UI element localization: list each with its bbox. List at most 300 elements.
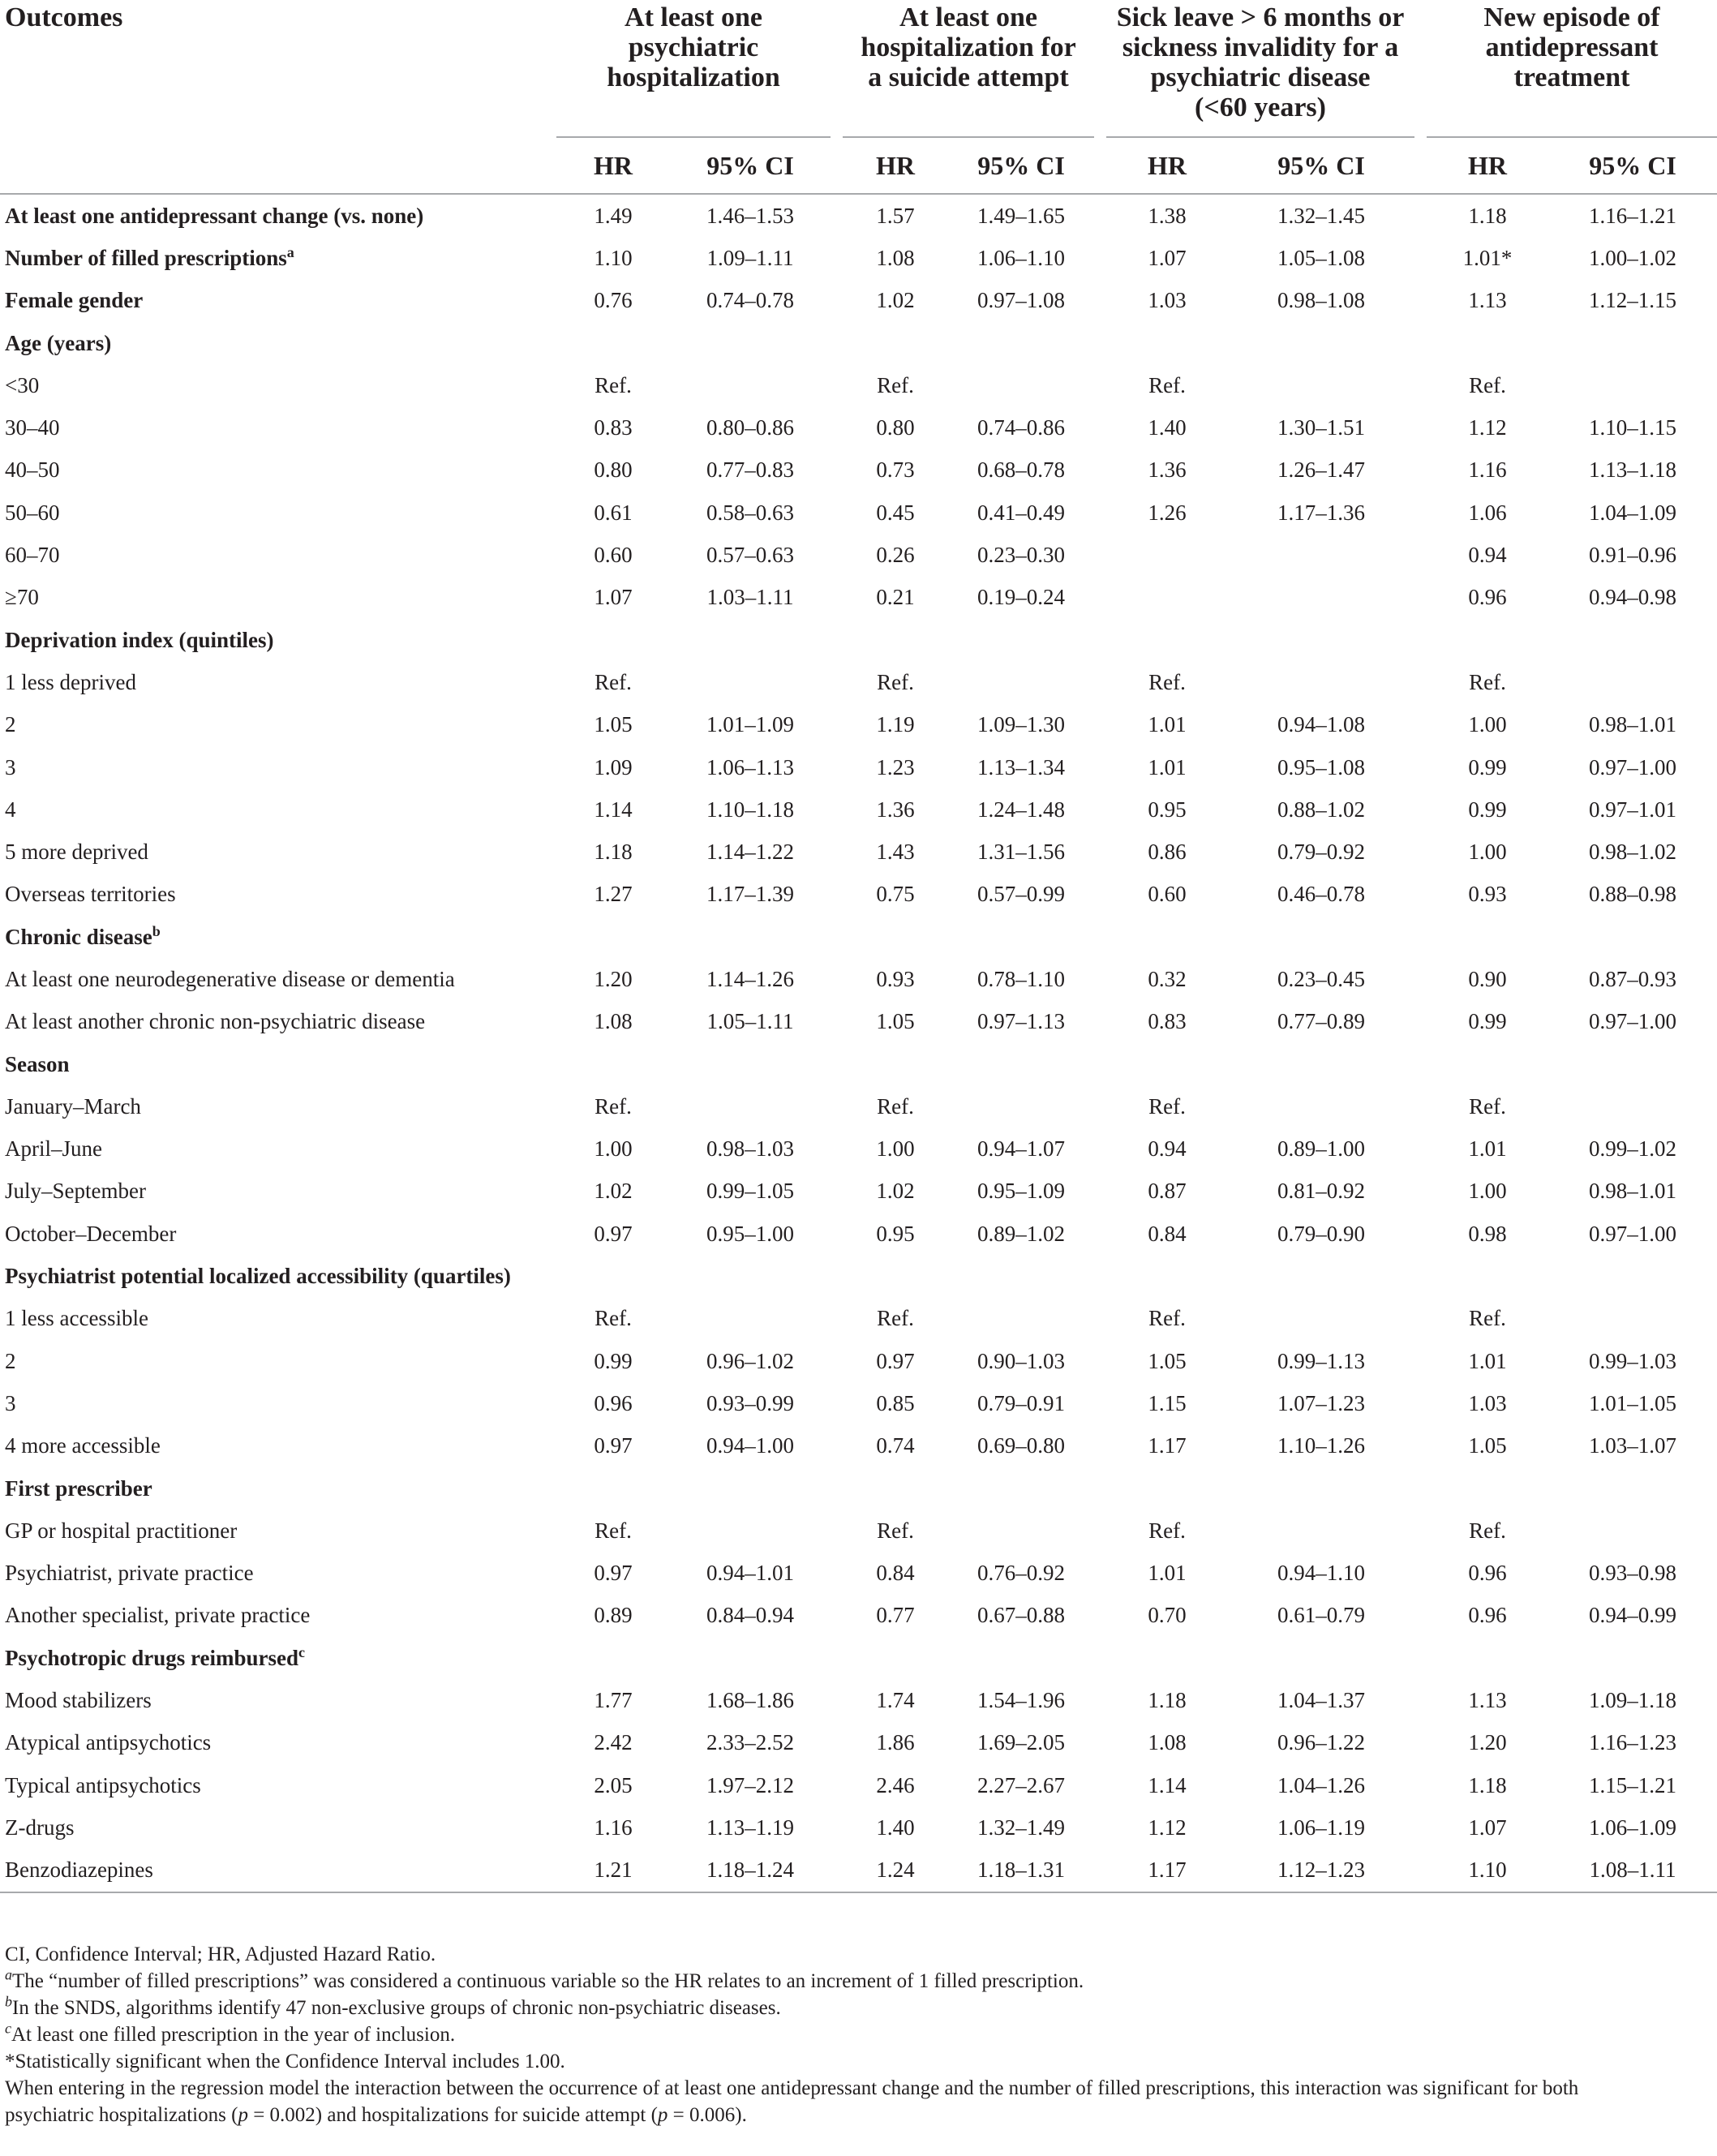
hr-cell: Ref. [877, 1093, 914, 1119]
ci-cell [1548, 364, 1717, 406]
hr-cell: 1.05 [1468, 1433, 1507, 1458]
ci-cell: 0.74–0.86 [977, 415, 1066, 440]
ci-cell [670, 661, 831, 703]
hr-cell: 0.96 [1468, 585, 1507, 610]
ci-cell [948, 916, 1094, 958]
ci-cell: 0.99–1.05 [706, 1179, 794, 1204]
row-label: Psychiatrist potential localized accessibility (quartiles) [5, 1264, 511, 1289]
ci-cell: 0.76–0.92 [977, 1561, 1066, 1586]
row-label: At least one antidepressant change (vs. none) [0, 194, 556, 237]
table-row [0, 1170, 1717, 1213]
table-row [0, 1298, 1717, 1340]
hr-header: HR [1427, 137, 1548, 194]
outcomes-header: Outcomes [5, 2, 123, 32]
hr-cell: 0.76 [594, 288, 633, 313]
table-row [0, 1764, 1717, 1806]
group-header-new-antidepressant-episode: New episode of antidepressant treatment [1483, 2, 1660, 92]
footnote-c: $^c$At least one filled prescription in the year of inclusion. [5, 2020, 456, 2046]
footnote-abbreviations: CI, Confidence Interval; HR, Adjusted Hazard Ratio. [5, 1943, 436, 1965]
hr-cell: 1.15 [1148, 1390, 1187, 1415]
hr-cell: 1.01 [1468, 1348, 1507, 1373]
row-label: 1 less accessible [5, 1306, 148, 1331]
row-label: April–June [5, 1136, 102, 1162]
hr-cell [1427, 1467, 1548, 1510]
hr-cell: 1.86 [876, 1730, 915, 1755]
row-label: 5 more deprived [5, 840, 148, 865]
row-label: Z-drugs [5, 1815, 75, 1840]
ci-cell: 1.09–1.18 [1589, 1688, 1677, 1713]
ci-cell: 0.57–0.63 [706, 543, 794, 568]
row-label: 1 less deprived [5, 669, 136, 694]
ci-cell: 0.80–0.86 [706, 415, 794, 440]
hr-cell: 0.70 [1148, 1603, 1187, 1628]
hr-cell: 0.95 [1148, 797, 1187, 822]
hr-cell: 1.43 [876, 840, 915, 865]
hr-cell: 1.12 [1148, 1815, 1187, 1840]
footnote-b: $^b$In the SNDS, algorithms identify 47 non-exclusive groups of chronic non-psychiatric diseases. [5, 1993, 781, 2019]
hr-cell: 0.96 [1468, 1603, 1507, 1628]
ci-cell: 1.07–1.23 [1277, 1390, 1366, 1415]
ci-cell: 0.98–1.03 [706, 1136, 794, 1162]
row-label: Overseas territories [5, 882, 176, 907]
ci-cell: 0.23–0.30 [977, 543, 1066, 568]
ci-cell [1228, 534, 1414, 576]
ci-cell: 1.06–1.19 [1277, 1815, 1366, 1840]
ci-cell: 0.95–1.09 [977, 1179, 1066, 1204]
hr-cell: 1.18 [1427, 194, 1548, 237]
ci-cell [1548, 1085, 1717, 1127]
hr-cell: Ref. [1148, 1093, 1186, 1119]
row-label: Typical antipsychotics [5, 1772, 201, 1797]
ci-cell [948, 1085, 1094, 1127]
hr-cell: 1.03 [1468, 1390, 1507, 1415]
ci-cell: 2.27–2.67 [977, 1772, 1066, 1797]
ci-cell: 1.04–1.26 [1277, 1772, 1366, 1797]
hr-cell: 0.60 [1148, 882, 1187, 907]
hr-cell: 0.83 [1148, 1009, 1187, 1034]
hr-cell: 1.05 [594, 712, 633, 737]
ci-cell: 0.90–1.03 [977, 1348, 1066, 1373]
row-label: 4 more accessible [5, 1433, 161, 1458]
hr-cell: 1.00 [876, 1136, 915, 1162]
group-header-row [0, 0, 1717, 137]
row-label: First prescriber [5, 1475, 152, 1501]
row-label: <30 [5, 372, 40, 397]
hr-cell: 0.73 [876, 457, 915, 483]
hr-cell: 0.98 [1468, 1221, 1507, 1246]
table-row [0, 1340, 1717, 1382]
hr-cell: 0.96 [594, 1390, 633, 1415]
table-row [0, 831, 1717, 873]
hr-cell: 1.00 [1468, 840, 1507, 865]
hr-cell: 1.36 [876, 797, 915, 822]
ci-cell: 1.17–1.36 [1277, 500, 1366, 525]
table-row [0, 237, 1717, 279]
hr-cell [843, 916, 948, 958]
ci-cell: 1.09–1.30 [977, 712, 1066, 737]
ci-cell [670, 1467, 831, 1510]
ci-cell [1228, 1510, 1414, 1552]
ci-cell: 0.78–1.10 [977, 966, 1066, 991]
ci-cell: 0.74–0.78 [706, 288, 794, 313]
hr-cell: 1.13 [1468, 1688, 1507, 1713]
hr-cell: 1.21 [556, 1849, 670, 1892]
ci-cell: 1.01–1.09 [706, 712, 794, 737]
hr-cell: 1.16 [1468, 457, 1507, 483]
ci-cell: 0.99–1.03 [1589, 1348, 1677, 1373]
ci-cell: 0.79–0.90 [1277, 1221, 1366, 1246]
hr-cell: 1.02 [876, 288, 915, 313]
table-row [0, 1382, 1717, 1424]
hr-cell: 1.18 [594, 840, 633, 865]
hr-cell: 1.26 [1148, 500, 1187, 525]
hr-cell: Ref. [1148, 1518, 1186, 1543]
ci-cell: 1.24–1.48 [977, 797, 1066, 822]
ci-cell: 0.94–1.07 [977, 1136, 1066, 1162]
ci-cell: 1.69–2.05 [977, 1730, 1066, 1755]
row-label: Psychotropic drugs reimbursed$^c$ [5, 1643, 306, 1670]
hr-cell: 1.01 [1468, 1136, 1507, 1162]
ci-cell [948, 619, 1094, 661]
group-header-psychiatric-hospitalization: At least one psychiatric hospitalization [607, 2, 780, 92]
subheader-row [0, 137, 1717, 194]
row-label: January–March [5, 1093, 141, 1119]
hr-cell: 1.13 [1468, 288, 1507, 313]
ci-cell: 0.77–0.89 [1277, 1009, 1366, 1034]
ci-cell: 1.54–1.96 [977, 1688, 1066, 1713]
hr-cell [1427, 619, 1548, 661]
table-row [0, 1085, 1717, 1127]
hr-cell: 1.14 [1148, 1772, 1187, 1797]
hr-cell: 1.01 [1148, 754, 1187, 780]
hr-cell: Ref. [1469, 669, 1506, 694]
hr-cell: 0.90 [1468, 966, 1507, 991]
hr-cell: 1.02 [594, 1179, 633, 1204]
row-label: Season [5, 1051, 70, 1076]
table-row [0, 746, 1717, 788]
table-row [0, 492, 1717, 534]
ci-cell: 0.88–1.02 [1277, 797, 1366, 822]
ci-cell: 0.87–0.93 [1589, 966, 1677, 991]
row-label: ≥70 [5, 585, 39, 610]
ci-cell: 0.89–1.02 [977, 1221, 1066, 1246]
ci-cell [670, 916, 831, 958]
hr-cell: Ref. [1469, 1093, 1506, 1119]
ci-cell: 0.79–0.91 [977, 1390, 1066, 1415]
ci-cell [1548, 1510, 1717, 1552]
row-label: Another specialist, private practice [5, 1603, 311, 1628]
table-row [0, 1213, 1717, 1255]
ci-cell: 0.89–1.00 [1277, 1136, 1366, 1162]
hr-cell: 1.08 [1148, 1730, 1187, 1755]
ci-cell [1228, 577, 1414, 619]
ci-cell: 1.12–1.23 [1228, 1849, 1414, 1892]
table-body [0, 194, 1717, 1892]
ci-cell [1548, 916, 1717, 958]
ci-cell: 1.32–1.49 [977, 1815, 1066, 1840]
hr-cell: 0.74 [876, 1433, 915, 1458]
ci-cell: 0.95–1.08 [1277, 754, 1366, 780]
hr-cell: 0.96 [1468, 1561, 1507, 1586]
hr-cell: 1.00 [594, 1136, 633, 1162]
hr-cell: 0.93 [876, 966, 915, 991]
ci-cell: 1.00–1.02 [1589, 245, 1677, 270]
hr-cell: 0.45 [876, 500, 915, 525]
hr-cell: 1.27 [594, 882, 633, 907]
hr-cell [556, 1467, 670, 1510]
hr-cell [843, 1043, 948, 1085]
table-row [0, 577, 1717, 619]
hr-cell [556, 916, 670, 958]
ci-cell [670, 1085, 831, 1127]
hr-cell: 0.97 [876, 1348, 915, 1373]
row-label: Psychiatrist, private practice [5, 1561, 254, 1586]
hr-cell: 1.16 [594, 1815, 633, 1840]
ci-header: 95% CI [948, 137, 1094, 194]
hr-cell: 1.07 [1468, 1815, 1507, 1840]
ci-cell [670, 619, 831, 661]
row-label: 50–60 [5, 500, 60, 525]
footnote-a: $^a$The “number of filled prescriptions” was considered a continuous variable so the HR relates to an increment of 1 filled prescription. [5, 1966, 1084, 1992]
hr-cell: Ref. [877, 669, 914, 694]
ci-cell: 0.94–1.08 [1277, 712, 1366, 737]
row-label: At least another chronic non-psychiatric disease [5, 1009, 426, 1034]
hr-cell: 0.77 [876, 1603, 915, 1628]
ci-cell: 0.99–1.13 [1277, 1348, 1366, 1373]
ci-cell [948, 1298, 1094, 1340]
footnote-interaction: When entering in the regression model the interaction between the occurrence of at least one antidepressant change and the number of filled prescriptions, this interaction was significant for both psychiatric hospitalizations (p = 0.002) and hospitalizations for suicide attempt (p = 0.006). [5, 2077, 1579, 2126]
ci-cell [948, 322, 1094, 364]
hr-cell [1427, 322, 1548, 364]
footnote-star: *Statistically significant when the Confidence Interval includes 1.00. [5, 2051, 565, 2072]
row-label: 2 [5, 712, 16, 737]
ci-cell: 1.04–1.09 [1589, 500, 1677, 525]
hr-cell: 0.94 [1148, 1136, 1187, 1162]
hr-cell: 1.20 [594, 966, 633, 991]
hr-cell: 0.97 [594, 1433, 633, 1458]
hr-cell: 1.12 [1468, 415, 1507, 440]
row-label: Chronic disease$^b$ [5, 922, 161, 949]
hr-cell: Ref. [1148, 1306, 1186, 1331]
ci-cell: 1.32–1.45 [1228, 194, 1414, 237]
group-header-sick-leave: Sick leave > 6 months or sickness invalidity for a psychiatric disease (<60 years) [1116, 2, 1405, 122]
table-row [0, 280, 1717, 322]
table-row [0, 406, 1717, 449]
hr-cell: Ref. [877, 1518, 914, 1543]
hr-cell: 0.99 [1468, 797, 1507, 822]
table-row [0, 194, 1717, 237]
ci-header: 95% CI [670, 137, 831, 194]
hr-cell [1427, 1043, 1548, 1085]
row-label: Mood stabilizers [5, 1688, 152, 1713]
ci-cell [670, 322, 831, 364]
hr-cell: 0.32 [1148, 966, 1187, 991]
hr-cell: 0.94 [1468, 543, 1507, 568]
hr-cell: 0.26 [876, 543, 915, 568]
hr-cell: 0.97 [594, 1561, 633, 1586]
ci-cell: 0.98–1.08 [1277, 288, 1366, 313]
ci-cell [1228, 1043, 1414, 1085]
ci-cell: 1.31–1.56 [977, 840, 1066, 865]
table-row [0, 534, 1717, 576]
table-row [0, 1849, 1717, 1892]
ci-cell: 1.68–1.86 [706, 1688, 794, 1713]
ci-cell [1548, 1255, 1717, 1297]
hr-cell: 0.99 [594, 1348, 633, 1373]
hr-cell: Ref. [595, 372, 632, 397]
hr-cell: 0.87 [1148, 1179, 1187, 1204]
hr-cell [1106, 1255, 1228, 1297]
hr-cell [1106, 577, 1228, 619]
table-row [0, 661, 1717, 703]
table-row [0, 874, 1717, 916]
ci-cell: 0.57–0.99 [977, 882, 1066, 907]
hr-cell: 1.09 [594, 754, 633, 780]
ci-cell: 0.69–0.80 [977, 1433, 1066, 1458]
ci-cell [670, 1298, 831, 1340]
ci-cell: 0.96–1.22 [1277, 1730, 1366, 1755]
table-row [0, 364, 1717, 406]
ci-cell [670, 364, 831, 406]
ci-cell [948, 1510, 1094, 1552]
hr-cell: 1.14 [594, 797, 633, 822]
table-footnotes [5, 1941, 1712, 2128]
row-label: Deprivation index (quintiles) [5, 627, 274, 652]
ci-cell: 0.95–1.00 [706, 1221, 794, 1246]
ci-cell: 1.13–1.18 [1589, 457, 1677, 483]
table-row [0, 322, 1717, 364]
hr-cell: 1.77 [594, 1688, 633, 1713]
hr-cell: 2.46 [876, 1772, 915, 1797]
ci-cell: 1.14–1.26 [706, 966, 794, 991]
hr-cell: 0.85 [876, 1390, 915, 1415]
hr-cell [843, 1637, 948, 1679]
row-label: 60–70 [5, 543, 60, 568]
hr-cell: 0.60 [594, 543, 633, 568]
hr-cell: 0.75 [876, 882, 915, 907]
ci-cell: 1.03–1.11 [706, 585, 794, 610]
hr-cell [1106, 916, 1228, 958]
ci-cell [1228, 661, 1414, 703]
hr-cell: 1.57 [843, 194, 948, 237]
ci-cell: 1.10–1.26 [1277, 1433, 1366, 1458]
hr-cell: 1.40 [1148, 415, 1187, 440]
ci-cell [1548, 322, 1717, 364]
hr-header: HR [843, 137, 948, 194]
table-row [0, 1467, 1717, 1510]
hr-cell: Ref. [1148, 372, 1186, 397]
ci-cell: 1.10–1.15 [1589, 415, 1677, 440]
table-row [0, 1679, 1717, 1721]
ci-cell [948, 1043, 1094, 1085]
ci-cell: 0.98–1.02 [1589, 840, 1677, 865]
ci-cell: 0.98–1.01 [1589, 712, 1677, 737]
hr-cell: 1.06 [1468, 500, 1507, 525]
ci-cell: 1.01–1.05 [1589, 1390, 1677, 1415]
hr-cell: 1.40 [876, 1815, 915, 1840]
hr-cell: 1.49 [556, 194, 670, 237]
ci-cell: 0.68–0.78 [977, 457, 1066, 483]
table-row [0, 1425, 1717, 1467]
table-row [0, 788, 1717, 831]
hr-cell: 1.36 [1148, 457, 1187, 483]
ci-cell: 0.93–0.99 [706, 1390, 794, 1415]
ci-cell: 0.84–0.94 [706, 1603, 794, 1628]
ci-cell: 0.67–0.88 [977, 1603, 1066, 1628]
hr-cell: 0.80 [876, 415, 915, 440]
hr-cell: 1.00 [1468, 712, 1507, 737]
ci-cell: 1.06–1.13 [706, 754, 794, 780]
table-row [0, 449, 1717, 492]
hr-cell [1427, 916, 1548, 958]
row-label: 40–50 [5, 457, 60, 483]
ci-cell [1228, 1298, 1414, 1340]
table-row [0, 1595, 1717, 1637]
ci-cell [1548, 1467, 1717, 1510]
row-label: Number of filled prescriptions$^a$ [5, 243, 294, 270]
row-label: 4 [5, 797, 16, 822]
hr-cell: 1.23 [876, 754, 915, 780]
ci-cell: 0.77–0.83 [706, 457, 794, 483]
table-row [0, 916, 1717, 958]
hr-cell: 0.93 [1468, 882, 1507, 907]
hr-cell: 0.84 [1148, 1221, 1187, 1246]
ci-cell: 1.17–1.39 [706, 882, 794, 907]
ci-cell [1548, 1298, 1717, 1340]
ci-cell: 0.19–0.24 [977, 585, 1066, 610]
hr-cell: 1.01* [1462, 245, 1513, 270]
hr-cell: 0.21 [876, 585, 915, 610]
hr-cell: Ref. [877, 1306, 914, 1331]
hr-cell: 1.10 [594, 245, 633, 270]
hr-cell [1106, 1043, 1228, 1085]
hr-cell: 1.08 [876, 245, 915, 270]
ci-cell: 0.61–0.79 [1277, 1603, 1366, 1628]
hr-cell: 1.01 [1148, 712, 1187, 737]
ci-cell [1228, 619, 1414, 661]
ci-cell [670, 1255, 831, 1297]
ci-cell: 0.98–1.01 [1589, 1179, 1677, 1204]
ci-cell: 0.97–1.08 [977, 288, 1066, 313]
hr-cell [1106, 534, 1228, 576]
hr-cell: 1.38 [1106, 194, 1228, 237]
table-row [0, 619, 1717, 661]
ci-cell: 0.94–0.99 [1589, 1603, 1677, 1628]
ci-cell: 1.46–1.53 [670, 194, 831, 237]
hr-cell: Ref. [1148, 669, 1186, 694]
table-row [0, 1255, 1717, 1297]
ci-cell: 0.93–0.98 [1589, 1561, 1677, 1586]
hr-cell: 1.19 [876, 712, 915, 737]
ci-cell [1228, 1467, 1414, 1510]
ci-cell [948, 1255, 1094, 1297]
ci-cell: 0.94–1.01 [706, 1561, 794, 1586]
hr-header: HR [556, 137, 670, 194]
ci-cell: 1.97–2.12 [706, 1772, 794, 1797]
ci-header: 95% CI [1228, 137, 1414, 194]
hr-cell: 0.95 [876, 1221, 915, 1246]
row-label: July–September [5, 1179, 146, 1204]
ci-cell: 0.96–1.02 [706, 1348, 794, 1373]
table-row [0, 704, 1717, 746]
ci-cell: 0.97–1.00 [1589, 1221, 1677, 1246]
hr-cell: 0.97 [594, 1221, 633, 1246]
row-label: GP or hospital practitioner [5, 1518, 238, 1543]
hr-cell: Ref. [1469, 1518, 1506, 1543]
ci-cell: 1.12–1.15 [1589, 288, 1677, 313]
ci-cell [1228, 1637, 1414, 1679]
hr-cell: 1.08 [594, 1009, 633, 1034]
